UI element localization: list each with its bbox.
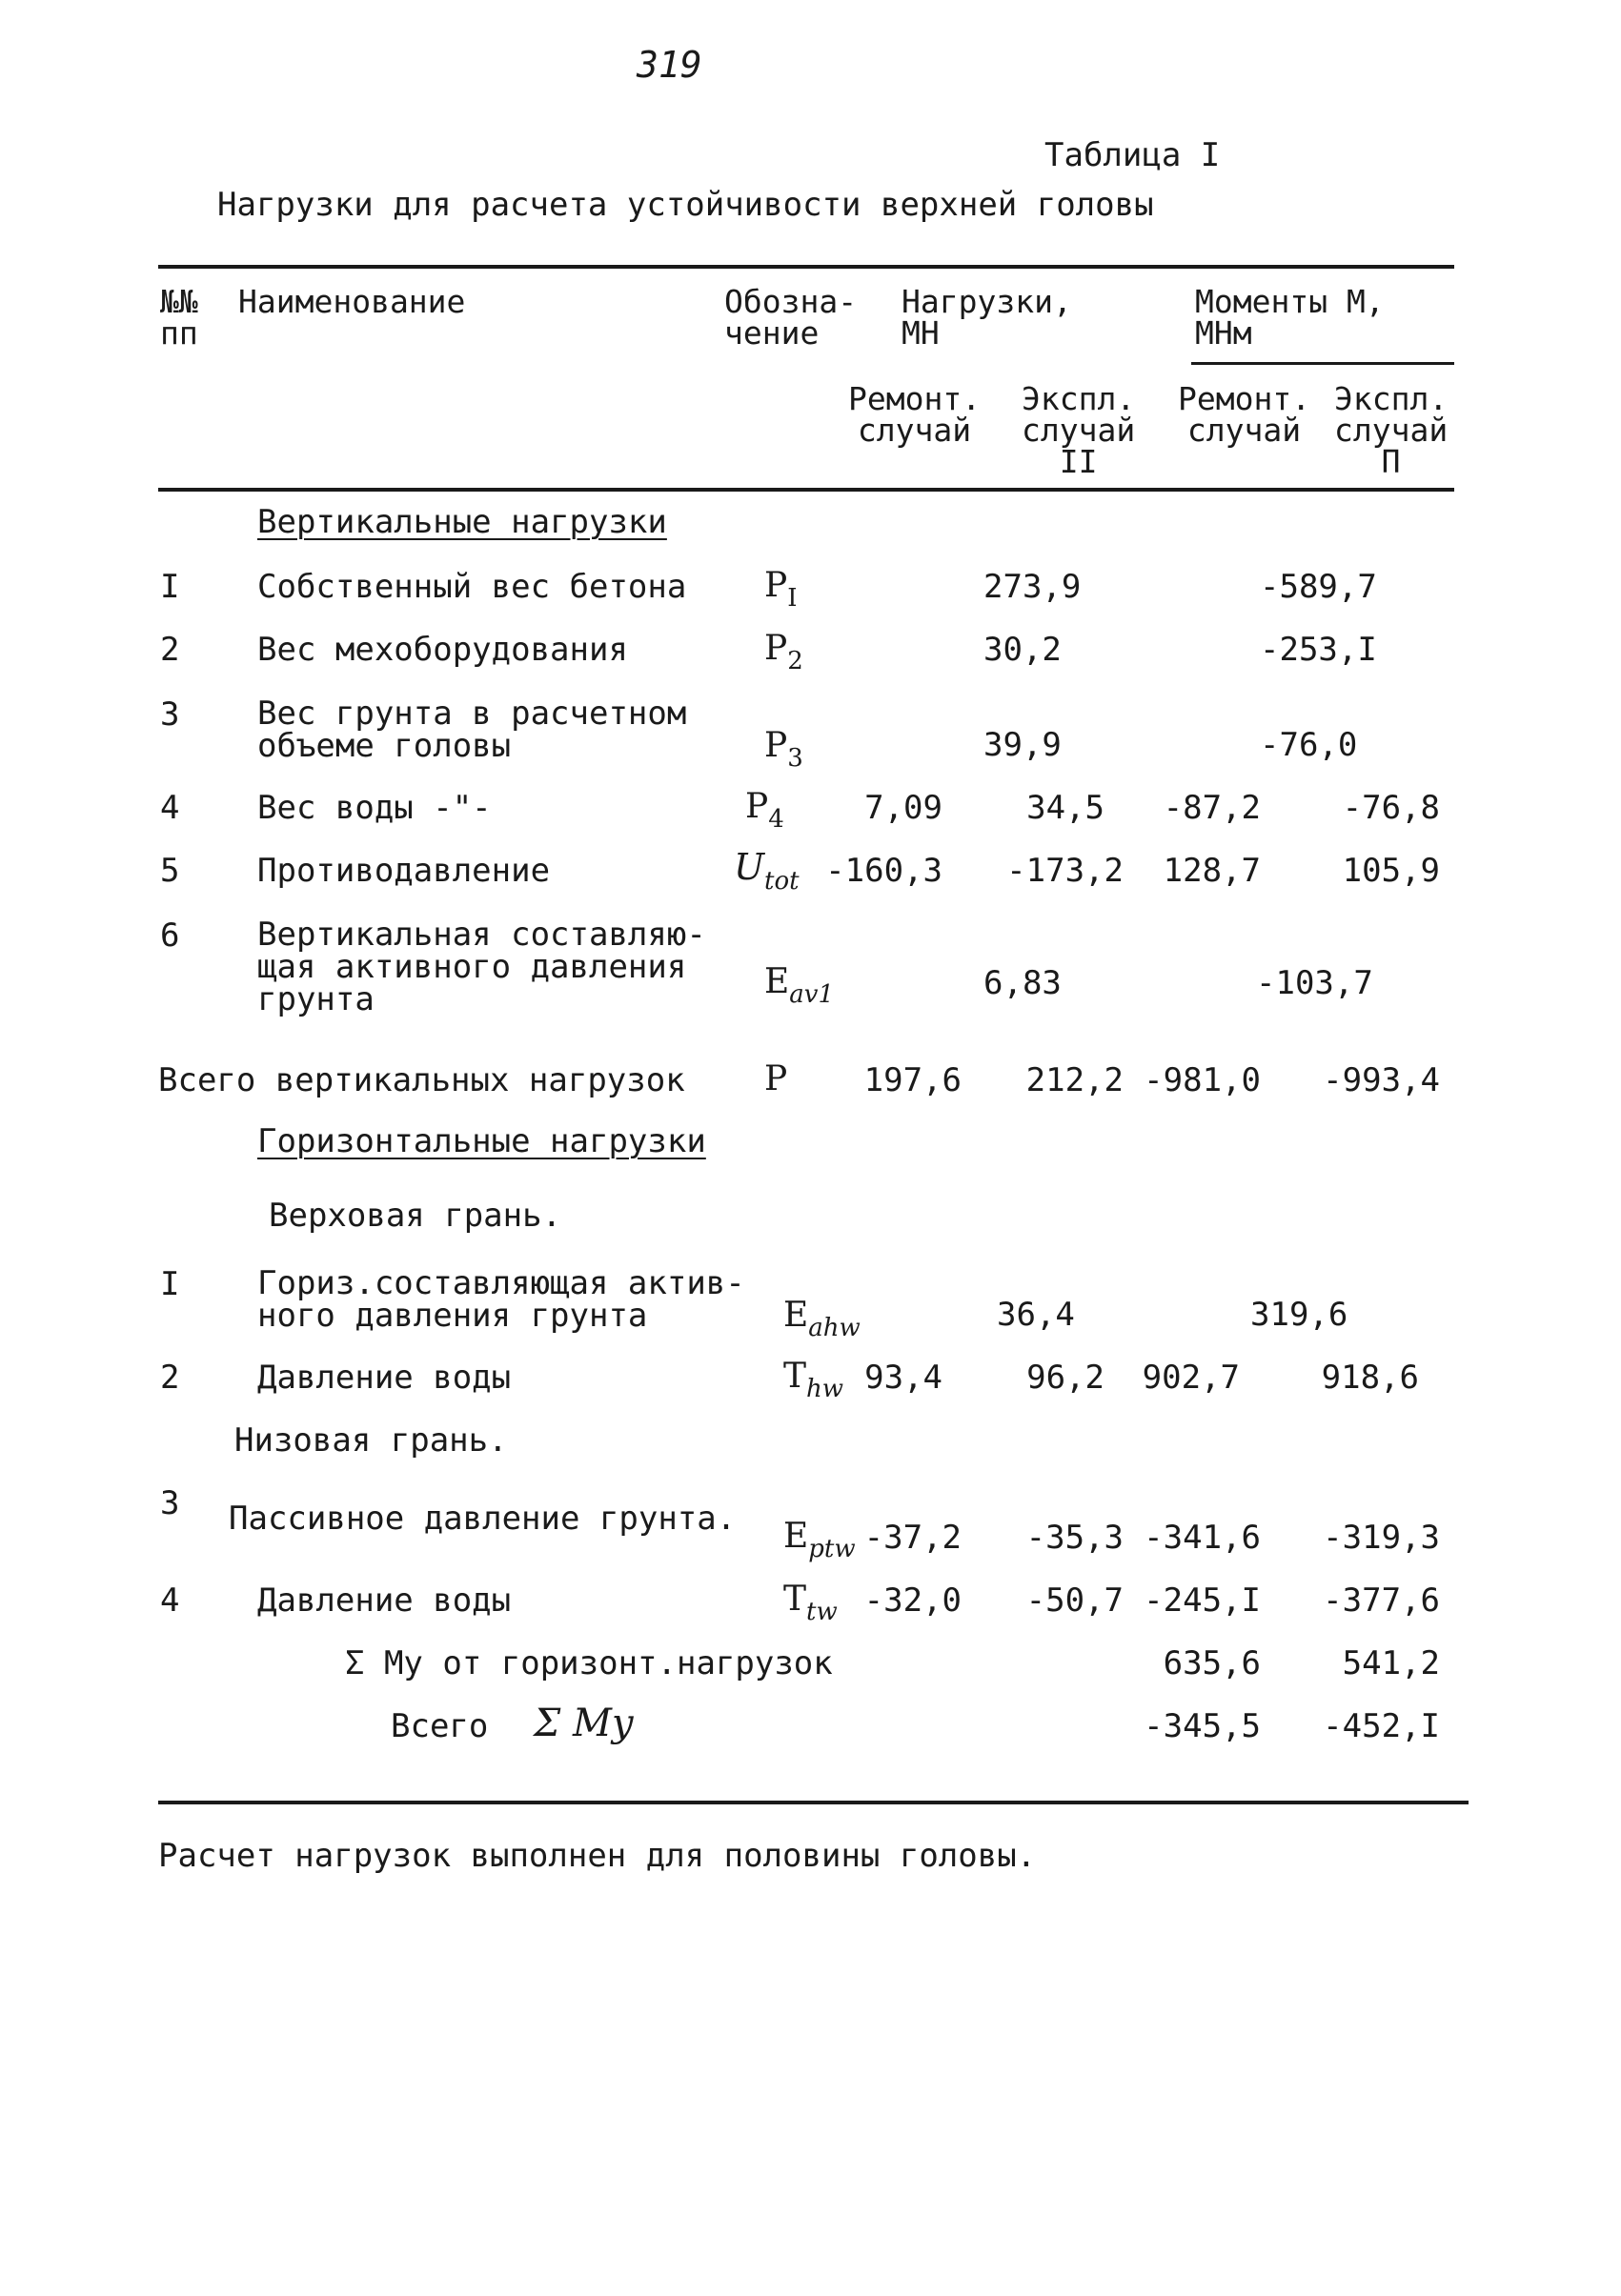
table-label: Таблица I [1044,136,1221,174]
row-load-expl: 36,4 [997,1296,1075,1334]
row-load-expl: 273,9 [983,568,1082,606]
row-name: Давление воды [257,1581,512,1620]
row-number: 2 [160,1359,180,1397]
row-symbol: $E_{ahw}$ [783,1296,861,1342]
header-repair-loads: Ремонт. случай [848,380,982,449]
row-moment-expl: 319,6 [1250,1296,1348,1334]
row-load-expl: -50,7 [1025,1581,1124,1620]
row-name: Вертикальная составляю- щая активного давления грунта [257,916,706,1018]
row-name: Противодавление [257,852,551,890]
row-name: Вес грунта в расчетном объеме головы [257,695,687,765]
header-subrule [1191,362,1454,365]
row-name: Давление воды [257,1359,512,1397]
row-symbol: $P_I$ [764,566,798,613]
row-symbol: $T_{tw}$ [783,1580,838,1626]
row-symbol: $T_{hw}$ [783,1357,844,1403]
grand-total-symbol: Σ My [534,1702,634,1745]
row-moment-repair: -245,I [1144,1581,1261,1620]
row-load-expl: -173,2 [1006,852,1124,890]
row-name: Собственный вес бетона [257,568,687,606]
grand-total-moment-repair: -345,5 [1144,1707,1261,1745]
row-load-repair: 93,4 [864,1359,942,1397]
row-load-repair: -37,2 [863,1519,962,1557]
sum-horizontal-label: Σ Mу от горизонт.нагрузок [345,1644,833,1682]
grand-total-label: Всего [391,1707,489,1745]
row-number: 6 [160,916,180,955]
footnote: Расчет нагрузок выполнен для половины головы. [158,1837,1037,1875]
header-bottom-rule [158,488,1454,492]
row-moment-expl: -319,3 [1323,1519,1440,1557]
header-name: Наименование [238,283,466,320]
table-title: Нагрузки для расчета устойчивости верхней головы [217,186,1154,224]
row-moment-repair: 128,7 [1163,852,1261,890]
row-load-repair: 7,09 [864,789,942,827]
row-number: 2 [160,631,180,669]
row-moment-expl: -76,0 [1260,726,1358,764]
row-symbol: $P_4$ [745,787,784,834]
row-name: Гориз.составляющая актив- ного давления грунта [257,1264,745,1335]
row-number: I [160,568,180,606]
page-number: 319 [637,44,702,86]
header-loads: Нагрузки, МН [902,283,1072,352]
sum-horizontal-moment-repair: 635,6 [1163,1644,1261,1682]
row-moment-expl: -589,7 [1260,568,1377,606]
row-number: 4 [160,789,180,827]
header-moments: Моменты М, МНм [1195,283,1385,352]
header-designation: Обозна- чение [724,283,858,352]
table-bottom-rule [158,1801,1469,1804]
grand-total-moment-expl: -452,I [1323,1707,1440,1745]
row-load-expl: 34,5 [1026,789,1104,827]
row-moment-repair: 902,7 [1142,1359,1240,1397]
row-number: 3 [160,695,180,734]
row-load-repair: -32,0 [863,1581,962,1620]
row-moment-expl: 918,6 [1321,1359,1419,1397]
row-load-expl: 30,2 [983,631,1062,669]
sum-horizontal-moment-expl: 541,2 [1342,1644,1440,1682]
row-symbol: $E_{ptw}$ [783,1517,856,1563]
row-number: I [160,1265,180,1303]
row-number: 5 [160,852,180,890]
row-moment-expl: -253,I [1260,631,1377,669]
row-symbol: $E_{av1}$ [764,962,835,1009]
row-name: Вес мехоборудования [257,631,628,669]
row-load-expl: 6,83 [983,964,1062,1002]
row-moment-expl: -103,7 [1256,964,1373,1002]
row-load-expl: 39,9 [983,726,1062,764]
row-name: Пассивное давление грунта. [229,1500,737,1538]
header-num: №№ пп [160,283,198,352]
row-symbol: $U_{tot}$ [734,846,800,896]
section-horizontal-heading: Горизонтальные нагрузки [257,1122,706,1160]
total-vertical-load-repair: 197,6 [863,1061,962,1099]
row-symbol: $P_2$ [764,629,803,675]
total-vertical-load-expl: 212,2 [1025,1061,1124,1099]
row-moment-repair: -87,2 [1163,789,1261,827]
upstream-face-label: Верховая грань. [269,1197,562,1235]
downstream-face-label: Низовая грань. [234,1421,508,1460]
row-moment-expl: -377,6 [1323,1581,1440,1620]
header-repair-moments: Ремонт. случай [1178,380,1311,449]
section-vertical-heading: Вертикальные нагрузки [257,503,667,541]
row-number: 4 [160,1581,180,1620]
row-symbol: $P_3$ [764,726,803,773]
row-number: 3 [160,1484,180,1522]
total-vertical-label: Всего вертикальных нагрузок [158,1061,685,1099]
row-moment-repair: -341,6 [1144,1519,1261,1557]
total-vertical-moment-expl: -993,4 [1323,1061,1440,1099]
row-name: Вес воды -"- [257,789,492,827]
row-load-repair: -160,3 [825,852,942,890]
row-moment-expl: 105,9 [1342,852,1440,890]
row-moment-expl: -76,8 [1342,789,1440,827]
total-vertical-moment-repair: -981,0 [1144,1061,1261,1099]
header-expl-loads: Экспл. случай II [1022,380,1136,480]
row-load-expl: 96,2 [1026,1359,1104,1397]
table-top-rule [158,265,1454,269]
row-load-expl: -35,3 [1025,1519,1124,1557]
header-expl-moments: Экспл. случай П [1334,380,1449,480]
total-vertical-symbol: P [764,1059,788,1098]
